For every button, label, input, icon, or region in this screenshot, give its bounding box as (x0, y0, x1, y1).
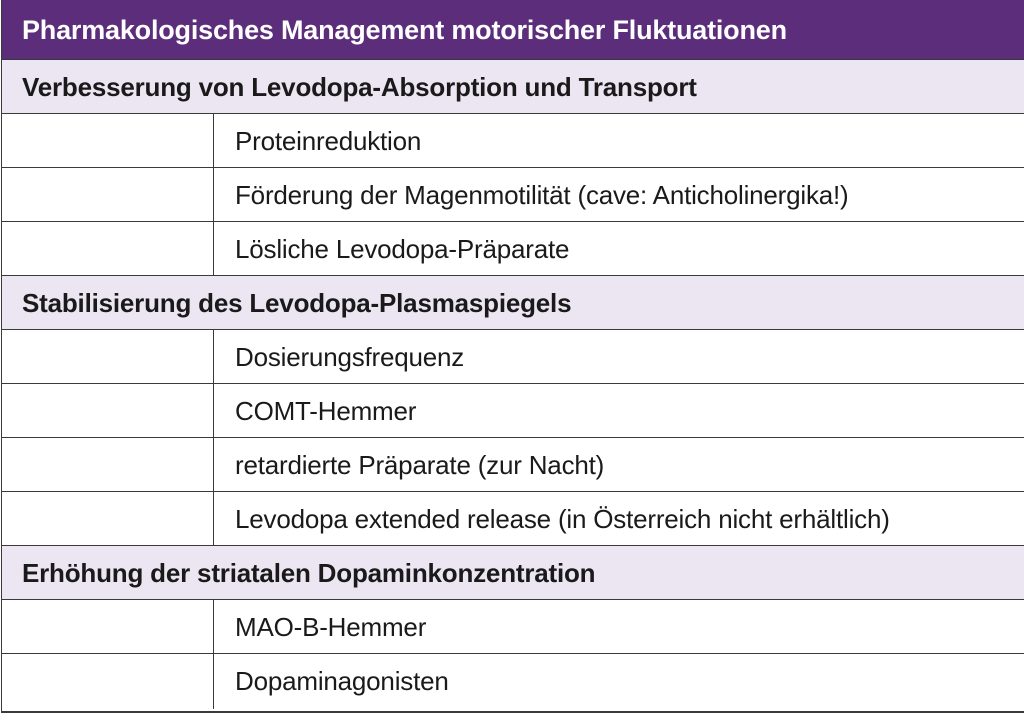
row-empty-cell (2, 654, 214, 709)
table-row (2, 168, 1024, 222)
row-empty-cell (2, 222, 214, 275)
row-item: MAO-B-Hemmer (235, 612, 427, 642)
row-empty-cell (2, 168, 214, 221)
row-empty-cell (2, 492, 214, 545)
section-heading: Verbesserung von Levodopa-Absorption und Transport (2, 60, 1024, 114)
row-item: Proteinreduktion (235, 126, 422, 156)
table-row (2, 330, 1024, 384)
section-heading: Erhöhung der striatalen Dopaminkonzentration (2, 546, 1024, 600)
row-item: Dopaminagonisten (235, 666, 449, 696)
row-empty-cell (2, 114, 214, 167)
row-item: COMT-Hemmer (235, 396, 417, 426)
row-empty-cell (2, 600, 214, 653)
table-title: Pharmakologisches Management motorischer Fluktuationen (2, 0, 1024, 60)
row-item: Förderung der Magenmotilität (cave: Anticholinergika!) (235, 180, 849, 210)
row-empty-cell (2, 384, 214, 437)
section-heading: Stabilisierung des Levodopa-Plasmaspiegels (2, 276, 1024, 330)
row-item: Dosierungsfrequenz (235, 342, 465, 372)
row-empty-cell (2, 438, 214, 491)
row-item: Lösliche Levodopa-Präparate (235, 234, 570, 264)
table-row (2, 114, 1024, 168)
table-row (2, 600, 1024, 654)
table-row (2, 492, 1024, 546)
table-row (2, 438, 1024, 492)
table-row (2, 384, 1024, 438)
table-row (2, 654, 1024, 709)
table-row (2, 222, 1024, 276)
row-item: Levodopa extended release (in Österreich nicht erhältlich) (235, 504, 890, 534)
management-table (1, 0, 1024, 713)
row-item: retardierte Präparate (zur Nacht) (235, 450, 605, 480)
row-empty-cell (2, 330, 214, 383)
